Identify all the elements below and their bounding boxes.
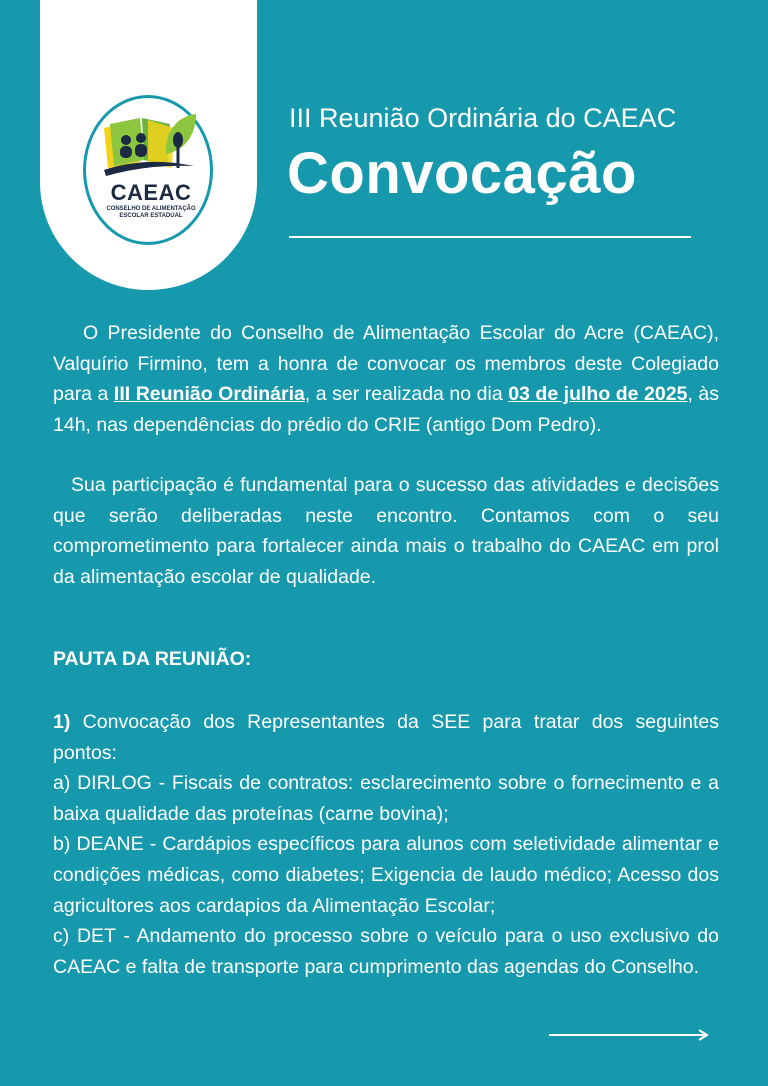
page-title: Convocação: [287, 141, 637, 206]
agenda-heading: PAUTA DA REUNIÃO:: [53, 648, 252, 670]
logo-subtitle: [96, 206, 206, 220]
meeting-name: III Reunião Ordinária: [113, 383, 305, 406]
logo-subtitle-line2: ESCOLAR ESTADUAL: [119, 213, 183, 219]
agenda-subitem-c: c) DET - Andamento do processo sobre o veículo para o uso exclusivo do CAEAC e falta de transporte para cumprimento das agendas do Conselho.: [53, 925, 719, 978]
agenda-item-text: Convocação dos Representantes da SEE para tratar dos seguintes pontos:: [53, 711, 719, 764]
invitation-text-3: , às 14h, nas dependências do prédio do CRIE (antigo Dom Pedro).: [53, 383, 719, 436]
arrow-right-icon: [549, 1028, 709, 1042]
invitation-paragraph: [53, 318, 719, 440]
agenda-list: [53, 707, 719, 982]
title-divider: [289, 236, 691, 238]
page-subtitle: III Reunião Ordinária do CAEAC: [289, 103, 677, 133]
agenda-item-1: [53, 707, 719, 768]
caeac-logo: [96, 110, 206, 230]
logo-emblem-icon: [96, 110, 206, 182]
meeting-date: 03 de julho de 2025: [508, 383, 688, 406]
invitation-text-1: O Presidente do Conselho de Alimentação Escolar do Acre (CAEAC), Valquírio Firmino, tem a honra de convocar os membros deste Colegiado para a: [53, 322, 719, 406]
agenda-subitem-b: b) DEANE - Cardápios específicos para alunos com seletividade alimentar e condições médicas, como diabetes; Exigencia de laudo médico; Acesso dos agricultores aos cardapios da Alimentação Escolar;: [53, 833, 719, 917]
participation-paragraph: Sua participação é fundamental para o sucesso das atividades e decisões que serão deliberadas neste encontro. Contamos com o seu comprometimento para fortalecer ainda mais o trabalho do CAEAC em prol da alimentação escolar de qualidade.: [53, 474, 719, 588]
agenda-item-number: 1): [53, 711, 71, 733]
invitation-text-2: , a ser realizada no dia: [304, 383, 509, 406]
logo-subtitle-line1: CONSELHO DE ALIMENTAÇÃO: [106, 206, 196, 212]
logo-wordmark: CAEAC: [110, 180, 192, 205]
agenda-subitem-a: a) DIRLOG - Fiscais de contratos: esclarecimento sobre o fornecimento e a baixa qualidade das proteínas (carne bovina);: [53, 772, 719, 825]
